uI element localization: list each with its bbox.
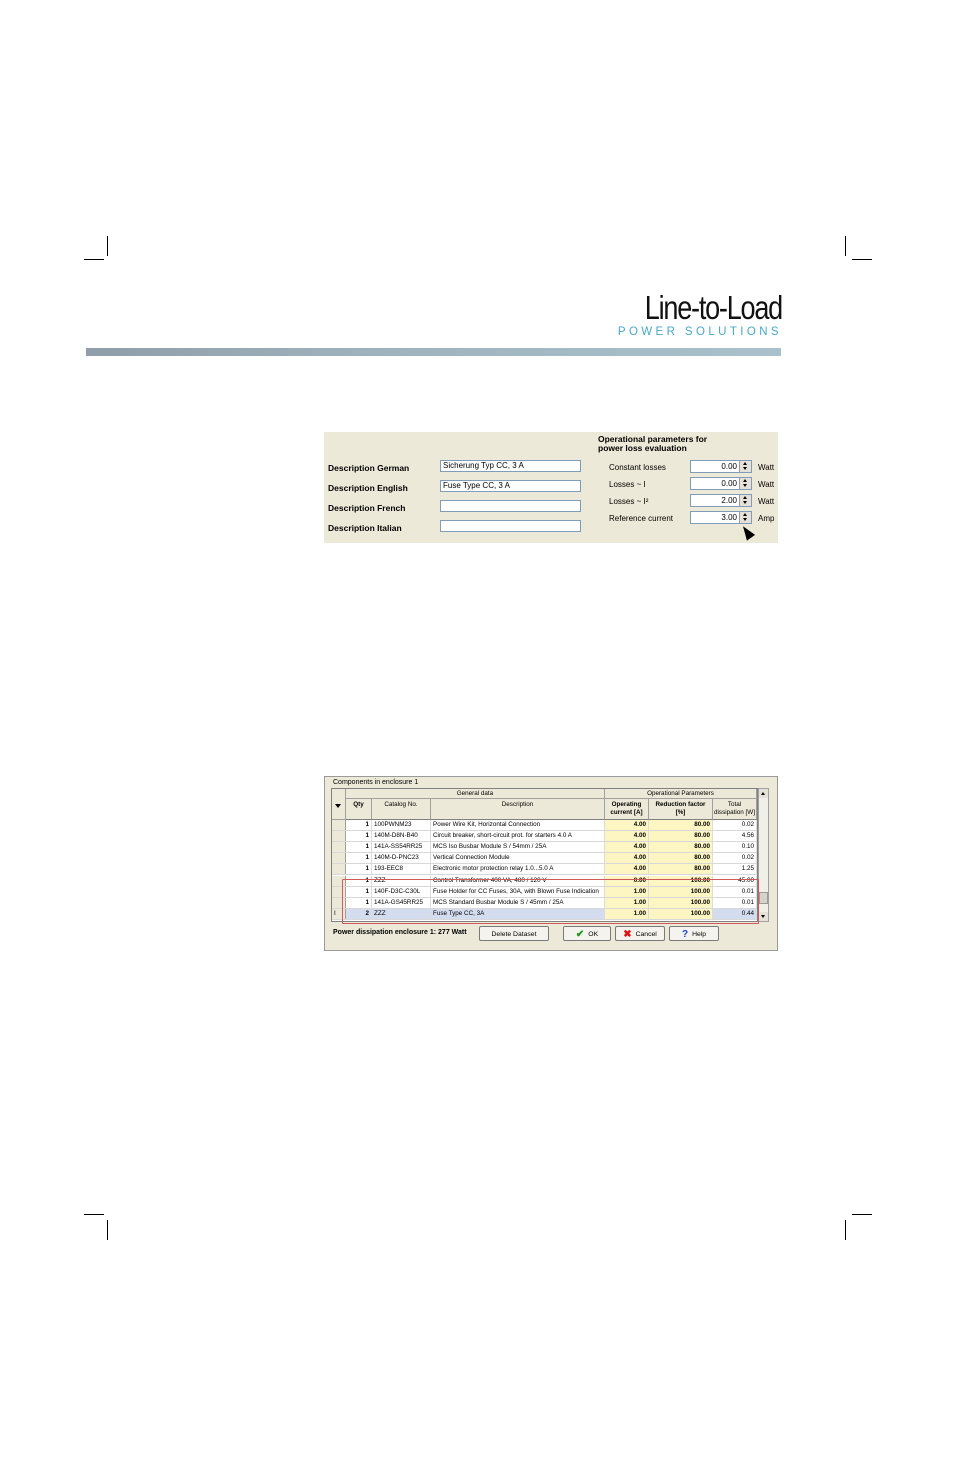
label-reference-current: Reference current xyxy=(609,514,674,523)
unit-losses-i: Watt xyxy=(758,480,775,489)
cell-qty: 1 xyxy=(346,887,372,897)
col-header-line: Reduction factor xyxy=(655,801,706,808)
op-params-heading xyxy=(598,435,707,453)
delete-dataset-button[interactable] xyxy=(479,926,549,941)
row-selector[interactable] xyxy=(332,842,346,852)
cell-description: Control Transformer 400 VA, 480 / 120 V xyxy=(431,876,605,886)
components-panel xyxy=(324,776,778,951)
cell-description: MCS Standard Busbar Module S / 45mm / 25A xyxy=(431,898,605,908)
cell-catalog: 141A-SS54RR25 xyxy=(372,842,431,852)
cell-reduction: 100.00 xyxy=(649,876,713,886)
cell-qty: 1 xyxy=(346,842,372,852)
cell-catalog: ZZZ xyxy=(372,909,431,919)
cell-qty: 1 xyxy=(346,864,372,874)
header-bar xyxy=(86,348,781,356)
cell-total: 0.01 xyxy=(713,887,757,897)
spinner-losses-i[interactable] xyxy=(690,477,752,490)
delete-dataset-label: Delete Dataset xyxy=(491,931,537,938)
logo-sub-text: POWER SOLUTIONS xyxy=(617,326,782,338)
cell-total: 0.10 xyxy=(713,842,757,852)
col-header-catalog[interactable]: Catalog No. xyxy=(372,799,431,820)
spinner-value: 0.00 xyxy=(721,462,737,471)
cell-qty: 1 xyxy=(346,876,372,886)
cell-total: 0.44 xyxy=(713,909,757,919)
op-heading-line2: power loss evaluation xyxy=(598,443,687,453)
cell-op-current: 0.00 xyxy=(605,876,649,886)
cell-reduction: 100.00 xyxy=(649,887,713,897)
cancel-label: Cancel xyxy=(635,931,657,938)
cell-catalog: 193-EEC8 xyxy=(372,864,431,874)
col-header-line: Operating xyxy=(611,801,642,808)
col-header-total[interactable] xyxy=(713,799,757,820)
help-button[interactable] xyxy=(669,926,719,941)
ok-label: OK xyxy=(588,931,599,938)
cell-total: 1.25 xyxy=(713,864,757,874)
cancel-button[interactable] xyxy=(615,926,665,941)
scroll-down-icon[interactable] xyxy=(759,912,768,921)
crop-mark xyxy=(845,1220,846,1240)
cell-description: Vertical Connection Module xyxy=(431,853,605,863)
cell-total: 45.00 xyxy=(713,876,757,886)
cell-total: 0.02 xyxy=(713,820,757,830)
highlight-box xyxy=(342,879,759,924)
row-selector[interactable] xyxy=(332,820,346,830)
cell-op-current: 4.00 xyxy=(605,853,649,863)
label-constant-losses: Constant losses xyxy=(609,463,666,472)
components-title: Components in enclosure 1 xyxy=(333,779,419,786)
label-description-german: Description German xyxy=(328,463,410,473)
col-header-line: Total xyxy=(727,801,742,808)
table-row[interactable] xyxy=(332,853,757,864)
input-description-italian[interactable] xyxy=(440,520,581,532)
spinner-constant-losses[interactable] xyxy=(690,460,752,473)
cell-description: Power Wire Kit, Horizontal Connection xyxy=(431,820,605,830)
crop-mark xyxy=(107,1220,108,1240)
group-header-general: General data xyxy=(346,789,605,799)
cell-op-current: 4.00 xyxy=(605,831,649,841)
crop-mark xyxy=(84,1214,104,1215)
group-header-operational: Operational Parameters xyxy=(605,789,757,799)
col-header-line: [%] xyxy=(675,808,686,816)
crop-mark xyxy=(852,259,872,260)
spinner-reference-current[interactable] xyxy=(690,511,752,524)
cell-catalog: 100PWNM23 xyxy=(372,820,431,830)
cell-reduction: 100.00 xyxy=(649,898,713,908)
cell-op-current: 1.00 xyxy=(605,909,649,919)
cell-qty: 1 xyxy=(346,831,372,841)
spin-arrows-icon[interactable] xyxy=(739,495,751,506)
unit-reference-current: Amp xyxy=(758,514,775,523)
input-description-german[interactable]: Sicherung Typ CC, 3 A xyxy=(440,460,581,472)
ok-button[interactable] xyxy=(563,926,611,941)
col-header-op-current[interactable] xyxy=(605,799,649,820)
brand-logo xyxy=(600,290,782,338)
cell-op-current: 4.00 xyxy=(605,820,649,830)
spin-arrows-icon[interactable] xyxy=(739,461,751,472)
help-label: Help xyxy=(692,931,707,938)
label-losses-i: Losses ~ I xyxy=(609,480,646,489)
cell-description: Fuse Holder for CC Fuses, 30A, with Blown Fuse Indication xyxy=(431,887,605,897)
cell-catalog: 140F-D3C-C30L xyxy=(372,887,431,897)
label-description-italian: Description Italian xyxy=(328,523,402,533)
cell-reduction: 80.00 xyxy=(649,864,713,874)
cross-icon: ✖ xyxy=(623,928,632,940)
row-selector[interactable] xyxy=(332,853,346,863)
sort-down-icon xyxy=(335,804,341,808)
cell-qty: 2 xyxy=(346,909,372,919)
label-description-french: Description French xyxy=(328,503,406,513)
table-row[interactable] xyxy=(332,820,757,831)
col-header-line: current [A] xyxy=(610,808,643,816)
cell-total: 4.56 xyxy=(713,831,757,841)
cell-op-current: 4.00 xyxy=(605,864,649,874)
cell-qty: 1 xyxy=(346,853,372,863)
cell-qty: 1 xyxy=(346,820,372,830)
unit-constant-losses: Watt xyxy=(758,463,775,472)
input-description-french[interactable] xyxy=(440,500,581,512)
label-losses-i2: Losses ~ I² xyxy=(609,497,649,506)
cell-description: Circuit breaker, short-circuit prot. for starters 4.0 A xyxy=(431,831,605,841)
table-row[interactable] xyxy=(332,831,757,842)
power-dissipation-total: Power dissipation enclosure 1: 277 Watt xyxy=(333,929,467,936)
scroll-thumb[interactable] xyxy=(759,892,768,904)
op-heading-line1: Operational parameters for xyxy=(598,434,708,444)
table-row[interactable] xyxy=(332,842,757,853)
scroll-up-icon[interactable] xyxy=(759,789,768,798)
crop-mark xyxy=(107,236,108,256)
spin-arrows-icon[interactable] xyxy=(739,478,751,489)
spinner-value: 2.00 xyxy=(721,496,737,505)
cell-op-current: 1.00 xyxy=(605,898,649,908)
table-row[interactable] xyxy=(332,864,757,875)
col-header-reduction[interactable] xyxy=(649,799,713,820)
unit-losses-i2: Watt xyxy=(758,497,775,506)
spinner-value: 0.00 xyxy=(721,479,737,488)
cell-qty: 1 xyxy=(346,898,372,908)
cell-total: 0.01 xyxy=(713,898,757,908)
col-header-line: dissipation [W] xyxy=(714,808,755,816)
col-header-description[interactable]: Description xyxy=(431,799,605,820)
col-header-qty[interactable]: Qty xyxy=(346,799,372,820)
row-selector-header xyxy=(332,789,346,820)
logo-main-text: Line-to-Load xyxy=(644,289,782,326)
cell-reduction: 100.00 xyxy=(649,909,713,919)
spin-arrows-icon[interactable] xyxy=(739,512,751,523)
description-params-panel xyxy=(324,432,778,543)
spinner-value: 3.00 xyxy=(721,513,737,522)
cell-description: MCS Iso Busbar Module S / 54mm / 25A xyxy=(431,842,605,852)
cell-catalog: 140M-D-PNC23 xyxy=(372,853,431,863)
spinner-losses-i2[interactable] xyxy=(690,494,752,507)
row-selector[interactable] xyxy=(332,864,346,874)
cell-total: 0.02 xyxy=(713,853,757,863)
cell-catalog: 141A-GS45RR25 xyxy=(372,898,431,908)
cell-description: Fuse Type CC, 3A xyxy=(431,909,605,919)
row-selector[interactable] xyxy=(332,831,346,841)
cell-reduction: 80.00 xyxy=(649,831,713,841)
question-mark-icon: ? xyxy=(681,928,689,940)
vertical-scrollbar[interactable] xyxy=(758,788,769,922)
cell-reduction: 80.00 xyxy=(649,820,713,830)
cell-catalog: 140M-D8N-B40 xyxy=(372,831,431,841)
label-description-english: Description English xyxy=(328,483,408,493)
cell-catalog: ZZZ xyxy=(372,876,431,886)
crop-mark xyxy=(84,259,104,260)
input-description-english[interactable]: Fuse Type CC, 3 A xyxy=(440,480,581,492)
cell-op-current: 4.00 xyxy=(605,842,649,852)
cell-reduction: 80.00 xyxy=(649,842,713,852)
row-selector[interactable]: I xyxy=(332,909,346,919)
cell-reduction: 80.00 xyxy=(649,853,713,863)
cell-op-current: 1.00 xyxy=(605,887,649,897)
crop-mark xyxy=(845,236,846,256)
crop-mark xyxy=(852,1214,872,1215)
cell-description: Electronic motor protection relay 1.0...5.0 A xyxy=(431,864,605,874)
checkmark-icon: ✔ xyxy=(575,928,585,940)
